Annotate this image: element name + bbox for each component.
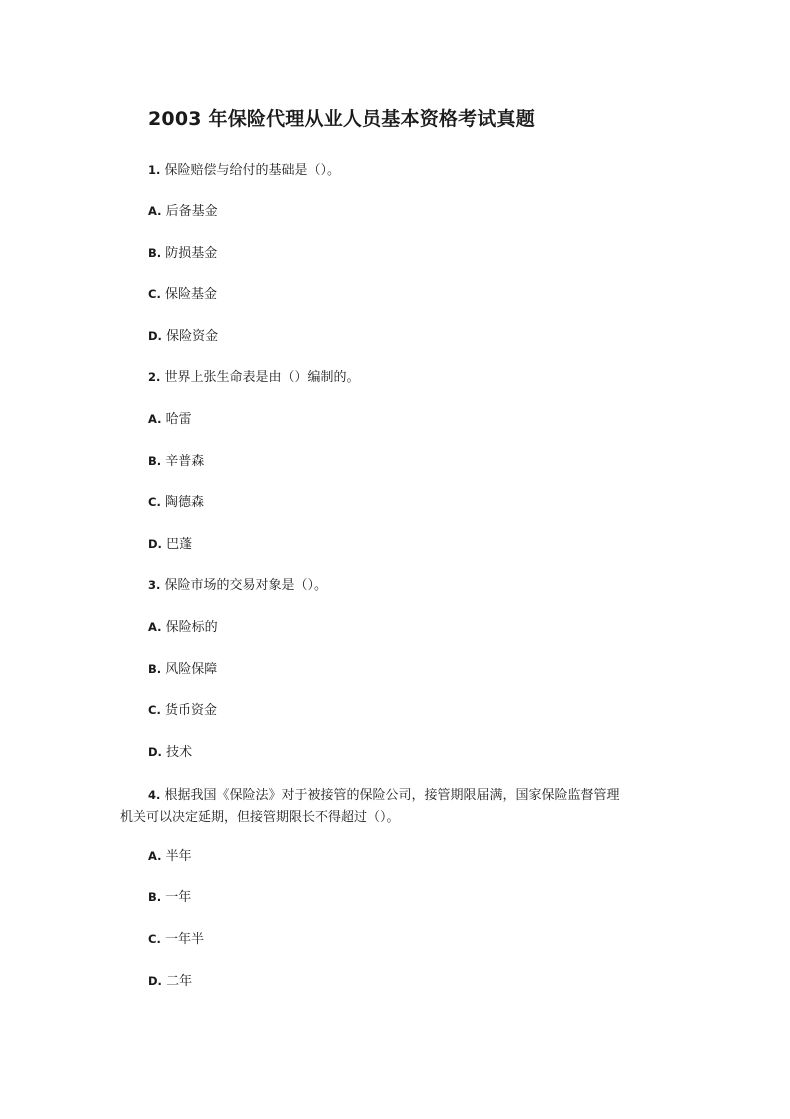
option-text: 二年	[166, 974, 193, 989]
question-2	[148, 368, 360, 387]
option-text: 保险标的	[165, 620, 218, 635]
q2-option-a	[148, 410, 192, 429]
option-text: 保险基金	[164, 287, 217, 302]
option-text: 货币资金	[164, 703, 217, 718]
q1-option-d	[148, 327, 218, 346]
option-text: 巴蓬	[166, 537, 193, 552]
q2-option-b	[148, 452, 204, 471]
option-letter: A.	[148, 204, 162, 218]
option-letter: A.	[148, 849, 162, 863]
option-letter: D.	[148, 329, 162, 343]
option-text: 风险保障	[165, 662, 218, 677]
option-letter: A.	[148, 620, 162, 634]
question-text: 保险赔偿与给付的基础是（）。	[164, 163, 341, 178]
option-text: 防损基金	[165, 246, 218, 261]
q1-option-a	[148, 202, 218, 221]
option-letter: D.	[148, 974, 162, 988]
question-number: 3.	[148, 578, 161, 592]
option-letter: D.	[148, 745, 162, 759]
q2-option-d	[148, 535, 192, 554]
question-number: 4.	[148, 788, 161, 802]
option-text: 一年半	[164, 932, 204, 947]
option-text: 哈雷	[165, 412, 192, 427]
question-number: 2.	[148, 370, 161, 384]
question-4	[120, 784, 680, 829]
option-letter: D.	[148, 537, 162, 551]
q3-option-b	[148, 660, 217, 679]
q3-option-c	[148, 701, 217, 720]
question-text: 保险市场的交易对象是（）。	[164, 578, 328, 593]
option-letter: C.	[148, 495, 161, 509]
option-letter: C.	[148, 703, 161, 717]
question-text-line	[120, 784, 680, 807]
question-3	[148, 576, 327, 595]
option-letter: B.	[148, 662, 162, 676]
q3-option-a	[148, 618, 218, 637]
q1-option-c	[148, 285, 217, 304]
q4-option-d	[148, 972, 192, 991]
option-letter: C.	[148, 287, 161, 301]
question-text-line: 机关可以决定延期，但接管期限长不得超过（）。	[120, 810, 400, 825]
option-text: 保险资金	[166, 329, 219, 344]
option-letter: B.	[148, 454, 162, 468]
question-1	[148, 161, 340, 180]
question-text: 根据我国《保险法》对于被接管的保险公司，接管期限届满，国家保险监督管理	[164, 788, 620, 803]
q1-option-b	[148, 244, 217, 263]
option-letter: B.	[148, 890, 162, 904]
option-text: 辛普森	[165, 454, 205, 469]
question-number: 1.	[148, 163, 161, 177]
option-text: 后备基金	[165, 204, 218, 219]
q2-option-c	[148, 493, 204, 512]
option-text: 陶德森	[164, 495, 204, 510]
option-letter: C.	[148, 932, 161, 946]
option-text: 一年	[165, 890, 192, 905]
question-text: 世界上张生命表是由（）编制的。	[164, 370, 360, 385]
option-letter: B.	[148, 246, 162, 260]
option-letter: A.	[148, 412, 162, 426]
option-text: 技术	[166, 745, 193, 760]
q4-option-c	[148, 930, 204, 949]
q4-option-b	[148, 888, 191, 907]
q4-option-a	[148, 847, 192, 866]
option-text: 半年	[165, 849, 192, 864]
document-title: 2003 年保险代理从业人员基本资格考试真题	[148, 108, 535, 130]
q3-option-d	[148, 743, 192, 762]
